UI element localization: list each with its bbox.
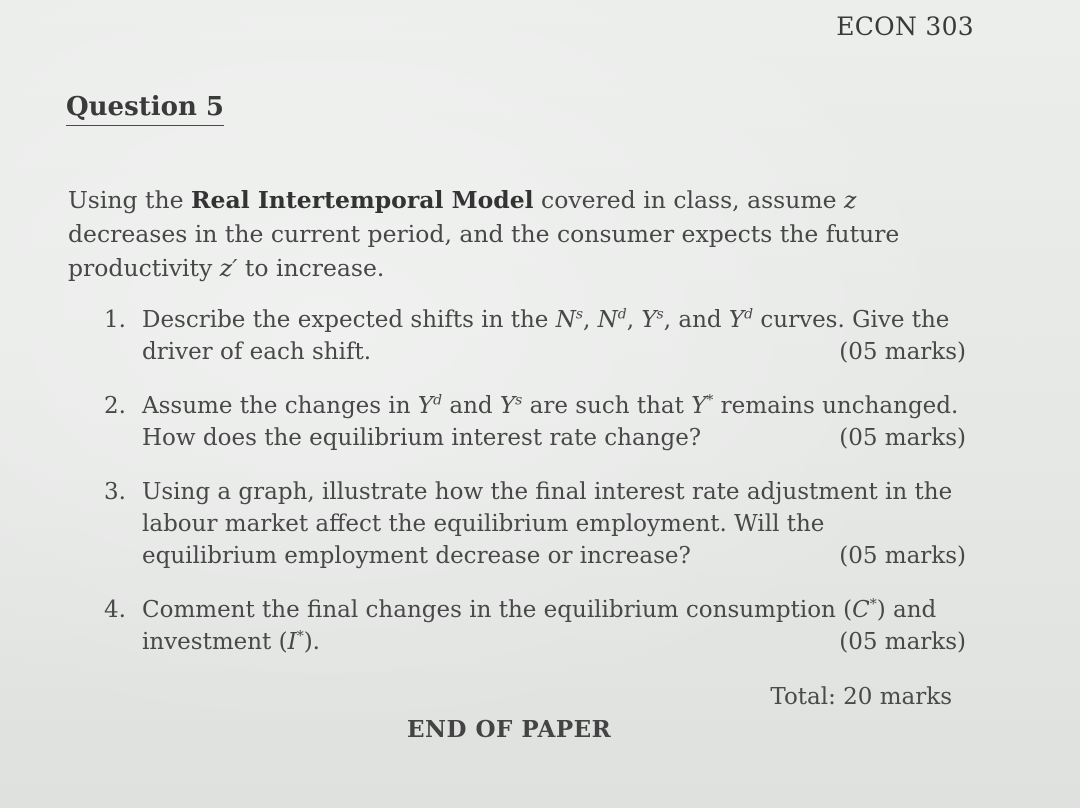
end-of-paper: END OF PAPER: [407, 716, 612, 743]
part-number: 1.: [104, 307, 126, 333]
question-intro: Using the Real Intertemporal Model covered in class, assume z decreases in the current period, and the consumer expects the future productivity z′ to increase.: [68, 186, 900, 282]
course-code: ECON 303: [836, 12, 974, 41]
part-marks: (05 marks): [839, 629, 966, 655]
part-number: 4.: [104, 597, 126, 623]
part-number: 2.: [104, 393, 126, 419]
var-z: z: [844, 186, 857, 214]
total-marks: Total: 20 marks: [770, 684, 952, 710]
question-part-3: 3. Using a graph, illustrate how the final interest rate adjustment in the labour market affect the equilibrium employment. Will the equilibrium employment decrease or increase? (05 marks): [104, 476, 966, 572]
part-number: 3.: [104, 479, 126, 505]
part-marks: (05 marks): [839, 425, 966, 451]
question-part-2: 2. Assume the changes in $Y^d$ and $Y^s$ are such that Y* remains unchanged. How does the equilibrium interest rate change? (05 marks): [104, 390, 966, 454]
question-part-4: 4. Comment the final changes in the equilibrium consumption (C*) and investment (I*). (05 marks): [104, 594, 966, 658]
question-parts-list: [104, 304, 966, 658]
question-heading: Question 5: [66, 92, 224, 126]
part-marks: (05 marks): [839, 339, 966, 365]
part-marks: (05 marks): [839, 543, 966, 569]
var-z-prime: z′: [219, 254, 238, 282]
question-part-1: 1. Describe the expected shifts in the $N^s$, $N^d$, $Y^s$, and $Y^d$ curves. Give the driver of each shift. (05 marks): [104, 304, 966, 368]
model-name: Real Intertemporal Model: [191, 186, 534, 214]
